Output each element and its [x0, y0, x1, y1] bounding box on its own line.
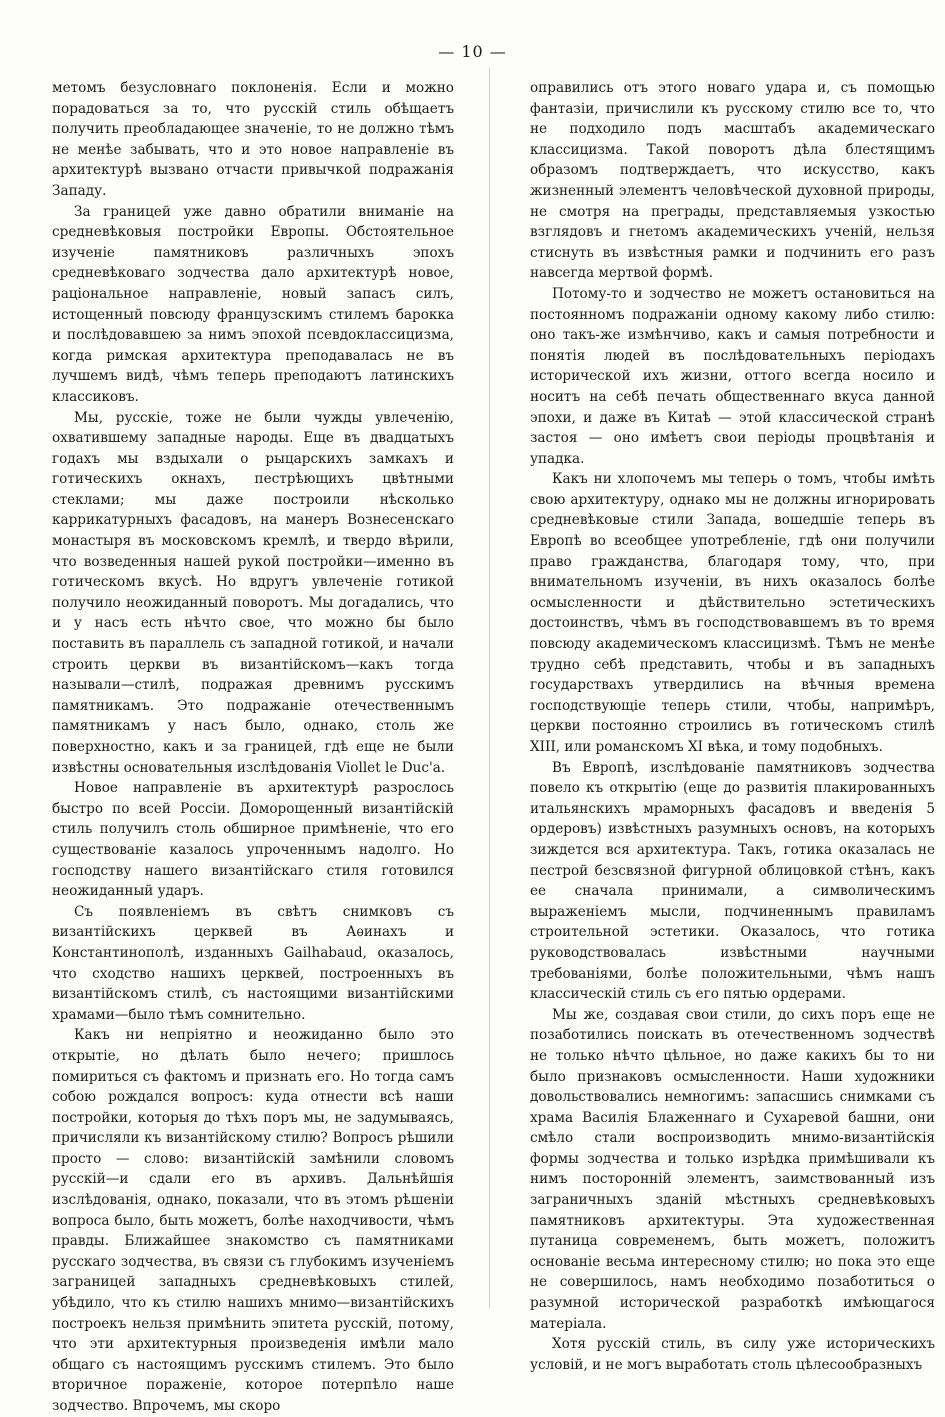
- page-number: — 10 —: [438, 42, 507, 61]
- column-divider: [489, 68, 490, 1308]
- paragraph: Мы, русскіе, тоже не были чужды увлеченію, охватившему западные народы. Еще въ двадцатыхъ годахъ мы вздыхали о рыцарскихъ замкахъ и готическихъ окнахъ, пестрѣющихъ цвѣтными стеклами; мы даже построили нѣсколько каррикатурныхъ фасадовъ, на манеръ Вознесенскаго монастыря въ московскомъ кремлѣ, и твердо вѣрили, что возведенныя нашей рукой постройки—именно въ готическомъ вкусѣ. Но вдругъ увлеченіе готикой получило неожиданный поворотъ. Мы догадались, что и у насъ есть нѣчто свое, что можно бы было поставить въ параллель съ западной готикой, и начали строить церкви въ византійскомъ—какъ тогда называли—стилѣ, подражая древнимъ русскимъ памятникамъ. Это подражаніе отечественнымъ памятникамъ у насъ было, однако, столь же поверхностно, какъ и за границей, гдѣ еще не были извѣстны основательныя изслѣдованія Viollet le Duc'a.: [52, 409, 454, 776]
- left-column: [52, 78, 454, 1417]
- paragraph: метомъ безусловнаго поклоненія. Если и можно порадоваться за то, что русскій стиль обѣщаетъ получить преобладающее значеніе, то не должно тѣмъ не менѣе забывать, что и это новое направленіе въ архитектурѣ вызвано отчасти привычкой подражанія Западу.: [52, 80, 454, 199]
- paragraph: Въ Европѣ, изслѣдованіе памятниковъ зодчества повело къ открытію (еще до развитія плакированныхъ итальянскихъ мраморныхъ фасадовъ и введенія 5 ордеровъ) извѣстныхъ разумныхъ основъ, на которыхъ зиждется вся архитектура. Такъ, готика оказалась не пестрой безсвязной фигурной облицовкой стѣнъ, какъ ее сначала принимали, а символическимъ выраженіемъ мысли, подчиненнымъ правиламъ строительной эстетики. Оказалось, что готика руководствовалась извѣстными научными требованіями, болѣе положительными, чѣмъ нашъ классическій стиль съ его пятью ордерами.: [530, 759, 935, 1003]
- paragraph: Какъ ни непріятно и неожиданно было это открытіе, но дѣлать было нечего; пришлось помириться съ фактомъ и признать его. Но тогда самъ собою рождался вопросъ: куда отнести всѣ наши постройки, которыя до тѣхъ поръ мы, не задумываясь, причисляли къ византійскому стилю? Вопросъ рѣшили просто — слово: византійскій замѣнили словомъ русскій—и сдали его въ архивъ. Дальнѣйшія изслѣдованія, однако, показали, что въ этомъ рѣшеніи вопроса было, быть можетъ, болѣе находчивости, чѣмъ правды. Ближайшее знакомство съ памятниками русскаго зодчества, въ связи съ глубокимъ изученіемъ заграницей западныхъ средневѣковыхъ стилей, убѣдило, что къ стилю нашихъ мнимо—византійскихъ построекъ нельзя примѣнить эпитета русскій, потому, что эти архитектурныя произведенія имѣли мало общаго съ настоящимъ русскимъ стилемъ. Это было вторичное пораженіе, которое потерпѣло наше зодчество. Впрочемъ, мы скоро: [52, 1027, 454, 1414]
- paragraph: Хотя русскій стиль, въ силу уже историческихъ условій, и не могъ выработать столь цѣлесообразныхъ: [530, 1336, 935, 1373]
- paragraph: оправились отъ этого новаго удара и, съ помощью фантазіи, причислили къ русскому стилю все то, что не подходило подъ масштабъ академическаго классицизма. Такой поворотъ дѣла блестящимъ образомъ подтверждаетъ, что искусство, какъ жизненный элементъ человѣческой духовной природы, не смотря на преграды, представляемыя узкостью взглядовъ и гнетомъ академическихъ ученій, нельзя стиснуть въ извѣстныя рамки и подчинить его разъ навсегда мертвой формѣ.: [530, 80, 935, 282]
- paragraph: Потому-то и зодчество не можетъ остановиться на постоянномъ подражаніи одному какому либо стилю: оно такъ-же измѣнчиво, какъ и самыя потребности и понятія людей въ послѣдовательныхъ періодахъ исторической ихъ жизни, оттого всегда носило и носитъ на себѣ печать общественнаго вкуса данной эпохи, и даже въ Китаѣ — этой классической странѣ застоя — оно имѣетъ свои періоды процвѣтанія и упадка.: [530, 285, 935, 467]
- paragraph: Съ появленіемъ въ свѣтъ снимковъ съ византійскихъ церквей въ Аѳинахъ и Константинополѣ, изданныхъ Gailhabaud, оказалось, что сходство нашихъ церквей, построенныхъ въ византійскомъ стилѣ, съ настоящими византійскими храмами—было тѣмъ сомнительно.: [52, 903, 454, 1023]
- paragraph: Новое направленіе въ архитектурѣ разрослось быстро по всей Россіи. Доморощенный византійскій стиль получилъ столь обширное примѣненіе, что его существованіе казалось упроченнымъ надолго. Но господству нашего византійскаго стиля готовился неожиданный ударъ.: [52, 780, 454, 900]
- paragraph: Какъ ни хлопочемъ мы теперь о томъ, чтобы имѣть свою архитектуру, однако мы не должны игнорировать средневѣковые стили Запада, вошедшіе теперь въ Европѣ во всеобщее употребленіе, гдѣ они получили право гражданства, благодаря тому, что, при внимательномъ изученіи, въ нихъ оказалось болѣе осмысленности и дѣйствительно эстетическихъ достоинствъ, чѣмъ въ господствовавшемъ въ то время повсюду академическомъ классицизмѣ. Тѣмъ не менѣе трудно себѣ представить, чтобы и въ западныхъ государствахъ утвердились на вѣчныя времена господствующіе теперь стили, чтобы, напримѣръ, церкви постоянно строились въ готическомъ стилѣ XIII, или романскомъ XI вѣка, и тому подобныхъ.: [530, 471, 935, 755]
- right-column: [530, 78, 935, 1375]
- paragraph: Мы же, создавая свои стили, до сихъ поръ еще не позаботились поискать въ отечественномъ зодчествѣ не только нѣчто цѣльное, но даже какихъ бы то ни было признаковъ осмысленности. Наши художники довольствовались немногимъ: запасшись снимками съ храма Василія Блаженнаго и Сухаревой башни, они смѣло стали воспроизводить мнимо-византійскія формы зодчества и только изрѣдка примѣшивали къ нимъ посторонній элементъ, заимствованный изъ заграничныхъ зданій мѣстныхъ средневѣковыхъ памятниковъ архитектуры. Эта художественная путаница современемъ, быть можетъ, положитъ основаніе весьма интересному стилю; но пока это еще не совершилось, намъ необходимо позаботиться о разумной исторической разработкѣ имѣющагося матеріала.: [530, 1006, 935, 1332]
- paragraph: За границей уже давно обратили вниманіе на средневѣковыя постройки Европы. Обстоятельное изученіе памятниковъ различныхъ эпохъ средневѣковаго зодчества дало архитектурѣ новое, раціональное направленіе, новый запасъ силъ, истощенный повсюду французскимъ стилемъ барокка и послѣдовавшею за нимъ эпохой псевдоклассицизма, когда римская архитектура преподавалась не въ лучшемъ видѣ, чѣмъ теперь преподаютъ латинскихъ классиковъ.: [52, 203, 454, 405]
